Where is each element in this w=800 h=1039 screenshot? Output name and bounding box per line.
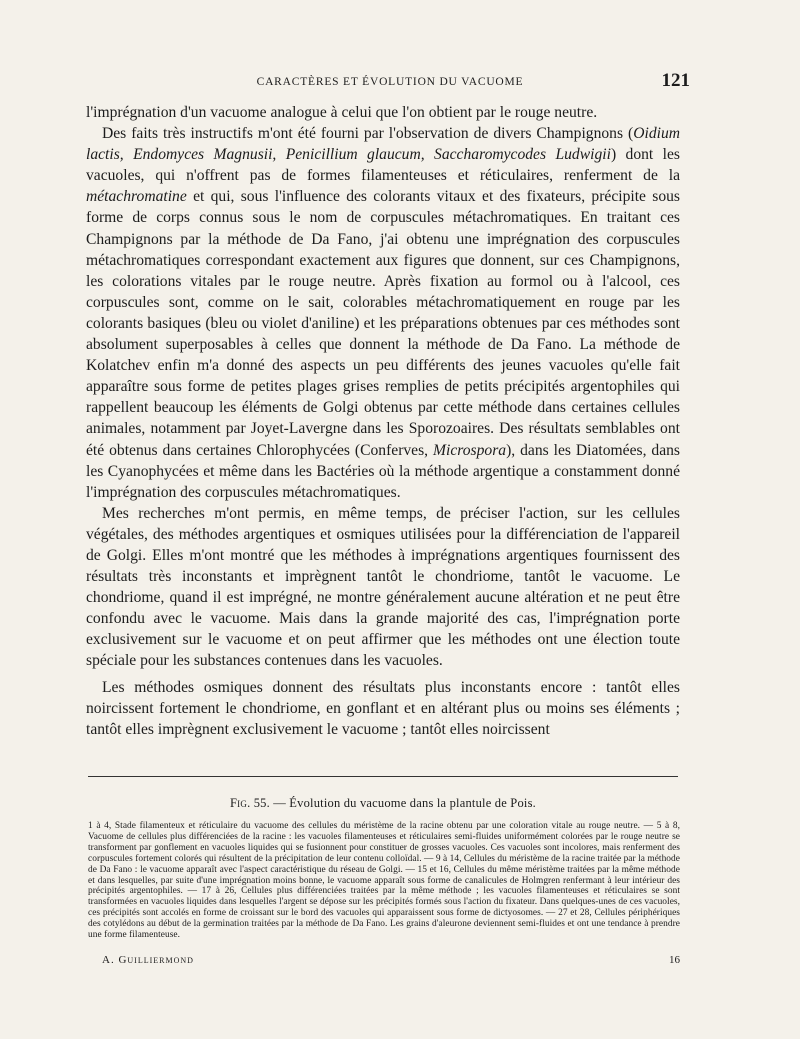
author-name: A. Guilliermond	[102, 954, 194, 966]
page-number: 121	[661, 70, 690, 91]
paragraph-1-text: l'imprégnation d'un vacuome analogue à celui que l'on obtient par le rouge neutre.	[86, 104, 598, 121]
paragraph-2	[86, 123, 680, 503]
paragraph-2-part-c: et qui, sous l'influence des colorants vitaux et des fixateurs, précipite sous forme de corps connus sous le nom de corpuscules métachromatiques. En traitant ces Champignons par la méthode de Da Fano, j'ai obtenu une imprégnation des corpuscules métachromatiques correspondant exactement aux figures que donnent, sur ces Champignons, les colorations vitales par le rouge neutre. Après fixation au formol ou à l'alcool, ces corpuscules sont, comme on le sait, colorables métachromatiquement en rouge par les colorants basiques (bleu ou violet d'aniline) et les préparations obtenues par ces méthodes sont absolument superposables à celles que donnent la méthode de Da Fano. La méthode de Kolatchev enfin m'a donné des aspects un peu différents des jeunes vacuoles qu'elle fait apparaître sous forme de petites plages grises remplies de petits précipités argentophiles qui rappellent beaucoup les éléments de Golgi obtenus par cette méthode dans certaines cellules animales, notamment par Joyet-Lavergne dans les Sporozoaires. Des résultats semblables ont été obtenus dans certaines Chlorophycées (Conferves,	[86, 188, 680, 459]
term-microspora: Microspora	[433, 441, 507, 459]
running-title: CARACTÈRES ET ÉVOLUTION DU VACUOME	[256, 76, 524, 88]
paragraph-2-part-b: ) dont les vacuoles, qui n'offrent pas de formes filamenteuses et réticulaires, renferment de la	[86, 146, 680, 185]
paragraph-3: Mes recherches m'ont permis, en même temps, de préciser l'action, sur les cellules végétales, des méthodes argentiques et osmiques utilisées pour la différenciation de l'appareil de Golgi. Elles m'ont montré que les méthodes à imprégnations argentiques fournissent des résultats très inconstants et imprègnent tantôt le chondriome, tantôt le vacuome. Le chondriome, quand il est imprégné, ne montre généralement aucune altération et ne peut être confondu avec le vacuome. Mais dans la grande majorité des cas, l'imprégnation porte exclusivement sur le vacuome et on peut affirmer que les méthodes ont une élection toute spéciale pour les substances contenues dans les vacuoles.	[86, 504, 680, 670]
figure-caption	[86, 796, 680, 811]
figure-caption-text: — Évolution du vacuome dans la plantule de Pois.	[269, 796, 536, 810]
body-text	[86, 102, 680, 740]
term-metachromatine: métachromatine	[86, 188, 187, 206]
paragraph-continued	[86, 102, 680, 123]
figure-legend: 1 à 4, Stade filamenteux et réticulaire du vacuome des cellules du méristème de la racine obtenu par une coloration vitale au rouge neutre. — 5 à 8, Vacuome de cellules plus différenciées de la racine : les vacuoles filamenteuses et réticulaires semi-fluides uniformément colorées par le rouge neutre se transforment par gonflement en vacuoles liquides qui se fusionnent pour constituer de grosses vacuoles. Ces vacuoles sont incolores, mais renferment des corpuscules fortement colorés qui résultent de la précipitation de leur contenu colloïdal. — 9 à 14, Cellules du méristème de la racine traitée par la méthode de Da Fano : le vacuome apparaît avec l'aspect caractéristique du réseau de Golgi. — 15 et 16, Cellules du même méristème traitées par la même méthode et dans lesquelles, par suite d'une imprégnation moins bonne, le vacuome apparaît sous forme de canalicules de Holmgren renfermant à leur intérieur des précipités argentophiles. — 17 à 26, Cellules plus différenciées traitées par la même méthode ; les vacuoles filamenteuses et réticulaires se sont transformées en vacuoles liquides dans lesquelles l'argent se dépose sur les précipités formés sous l'action du fixateur. Dans quelques-unes de ces vacuoles, ces précipités sont accolés en forme de croissant sur le bord des vacuoles qui apparaissent sous forme de dictyosomes. — 27 et 28, Cellules périphériques des cotylédons au début de la germination traitées par la méthode de Da Fano. Les grains d'aleurone deviennent semi-fluides et ont une tendance à prendre une forme filamenteuse.	[88, 821, 680, 941]
page-footer	[102, 954, 680, 970]
paragraph-2-part-d: ), dans les Diatomées, dans les Cyanophycées et même dans les Bactéries où la méthode argentique a constamment donné l'imprégnation des corpuscules métachromatiques.	[86, 441, 680, 501]
paragraph-2-part-a: Des faits très instructifs m'ont été fourni par l'observation de divers Champignons (	[102, 125, 634, 143]
figure-label: Fig. 55.	[230, 796, 270, 810]
paragraph-4: Les méthodes osmiques donnent des résultats plus inconstants encore : tantôt elles noircissent fortement le chondriome, en gonflant et en altérant plus ou moins ses éléments ; tantôt elles imprègnent exclusivement le vacuome ; tantôt elles noircissent	[86, 678, 680, 738]
species-list: Oidium lactis, Endomyces Magnusii, Penicillium glaucum, Saccharomycodes Ludwigii	[86, 125, 680, 164]
separator-rule	[88, 776, 678, 777]
page-header	[90, 70, 690, 94]
signature-mark: 16	[669, 954, 680, 966]
